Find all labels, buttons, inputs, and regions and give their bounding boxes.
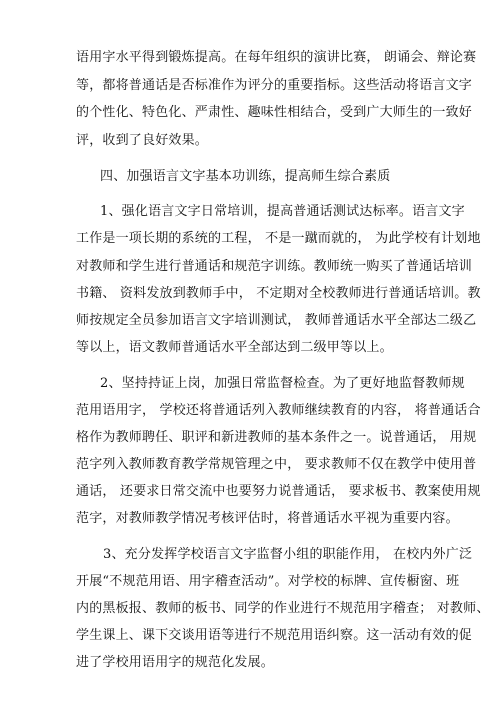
body-text-line: 通话， 还要求日常交流中也要努力说普通话， 要求板书、教案使用规 [76, 484, 481, 499]
body-text-line: 书籍、 资料发放到教师手中， 不定期对全校教师进行普通话培训。教 [76, 286, 481, 301]
body-text-line: 师按规定全员参加语言文字培训测试， 教师普通话水平全部达二级乙 [76, 313, 477, 328]
section-heading: 四、加强语言文字基本功训练，提高师生综合素质 [100, 169, 391, 184]
body-text-line: 评，收到了良好效果。 [76, 133, 209, 148]
body-text-line: 进了学校用语用字的规范化发展。 [76, 655, 275, 670]
body-text-line: 格作为教师聘任、职评和新进教师的基本条件之一。说普通话， 用规 [76, 430, 477, 445]
body-text-line: 等以上，语文教师普通话水平全部达到二级甲等以上。 [76, 340, 393, 355]
body-text-line: 学生课上、课下交谈用语等进行不规范用语纠察。这一活动有效的促 [76, 628, 473, 643]
body-text-line: 的个性化、特色化、严肃性、趣味性相结合，受到广大师生的一致好 [76, 105, 473, 120]
body-text-line: 开展“不规范用语、用字稽查活动”。对学校的标牌、宣传橱窗、班 [76, 574, 460, 589]
body-text-line: 范用语用字， 学校还将普通话列入教师继续教育的内容， 将普通话合 [76, 403, 481, 418]
body-text-line: 等，都将普通话是否标准作为评分的重要指标。这些活动将语言文字 [76, 78, 473, 93]
body-text-line: 内的黑板报、教师的板书、同学的作业进行不规范用字稽查； 对教师、 [76, 601, 490, 616]
body-text-line: 语用字水平得到锻炼提高。在每年组织的演讲比赛， 朗诵会、辩论赛 [76, 50, 477, 65]
body-text-line: 对教师和学生进行普通话和规范字训练。教师统一购买了普通话培训 [76, 259, 473, 274]
paragraph-first-line: 2、坚持持证上岗，加强日常监督检查。为了更好地监督教师规 [100, 376, 465, 391]
body-text-line: 范字列入教师教育教学常规管理之中， 要求教师不仅在教学中使用普 [76, 457, 477, 472]
paragraph-first-line: 3、充分发挥学校语言文字监督小组的职能作用， 在校内外广泛 [103, 547, 473, 562]
body-text-line: 范字，对教师教学情况考核评估时，将普通话水平视为重要内容。 [76, 511, 459, 526]
paragraph-first-line: 1、强化语言文字日常培训，提高普通话测试达标率。语言文字 [100, 204, 465, 219]
body-text-line: 工作是一项长期的系统的工程， 不是一蹴而就的， 为此学校有计划地 [76, 231, 481, 246]
